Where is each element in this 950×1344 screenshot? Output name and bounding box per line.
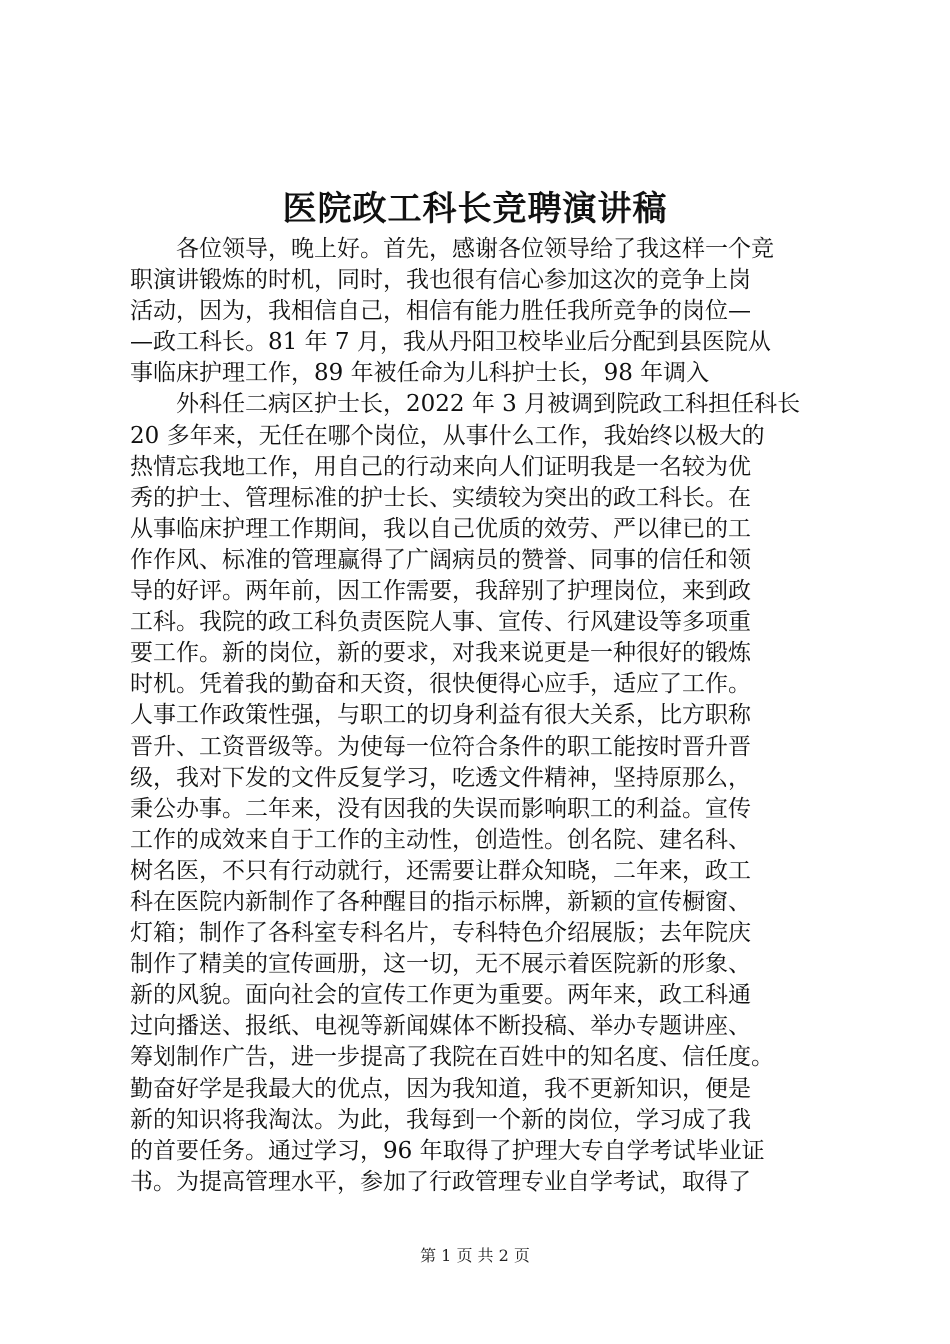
document-body	[130, 234, 830, 1198]
body-line: 灯箱；制作了各科室专科名片，专科特色介绍展版；去年院庆	[130, 920, 751, 947]
body-line: 过向播送、报纸、电视等新闻媒体不断投稿、举办专题讲座、	[130, 1013, 751, 1040]
document-title: 医院政工科长竞聘演讲稿	[282, 189, 668, 229]
body-line: 作作风、标准的管理赢得了广阔病员的赞誉、同事的信任和领	[130, 546, 751, 573]
body-line: 各位领导，晚上好。首先，感谢各位领导给了我这样一个竞	[176, 236, 774, 262]
body-line: 职演讲锻炼的时机，同时，我也很有信心参加这次的竞争上岗	[130, 267, 751, 294]
page-footer: 第 1 页 共 2 页	[420, 1246, 530, 1265]
body-line: 从事临床护理工作期间，我以自己优质的效劳、严以律已的工	[130, 515, 751, 542]
body-line: 树名医，不只有行动就行，还需要让群众知晓，二年来，政工	[130, 857, 751, 884]
body-line: 秀的护士、管理标准的护士长、实绩较为突出的政工科长。在	[130, 484, 751, 511]
body-line: 科在医院内新制作了各种醒目的指示标牌，新颖的宣传橱窗、	[130, 888, 751, 915]
body-line: 热情忘我地工作，用自己的行动来向人们证明我是一名较为优	[130, 453, 751, 480]
body-line: 外科任二病区护士长，2022 年 3 月被调到院政工科担任科长	[176, 391, 801, 418]
body-line: 级，我对下发的文件反复学习，吃透文件精神，坚持原那么，	[130, 764, 751, 791]
body-line: 时机。凭着我的勤奋和天资，很快便得心应手，适应了工作。	[130, 671, 751, 698]
body-line: 工科。我院的政工科负责医院人事、宣传、行风建设等多项重	[130, 609, 751, 636]
body-line: 工作的成效来自于工作的主动性，创造性。创名院、建名科、	[130, 826, 751, 853]
body-line: 制作了精美的宣传画册，这一切，无不展示着医院新的形象、	[130, 951, 751, 978]
body-line: 人事工作政策性强，与职工的切身利益有很大关系，比方职称	[130, 702, 751, 729]
body-line: 勤奋好学是我最大的优点，因为我知道，我不更新知识，便是	[130, 1075, 751, 1102]
body-line: 20 多年来，无任在哪个岗位，从事什么工作，我始终以极大的	[130, 422, 765, 449]
body-line: —政工科长。81 年 7 月，我从丹阳卫校毕业后分配到县医院从	[130, 329, 771, 356]
body-line: 筹划制作广告，进一步提高了我院在百姓中的知名度、信任度。	[130, 1044, 774, 1071]
body-line: 新的风貌。面向社会的宣传工作更为重要。两年来，政工科通	[130, 982, 751, 1009]
body-line: 秉公办事。二年来，没有因我的失误而影响职工的利益。宣传	[130, 795, 751, 822]
body-line: 活动，因为，我相信自己，相信有能力胜任我所竞争的岗位—	[130, 298, 751, 325]
body-line: 要工作。新的岗位，新的要求，对我来说更是一种很好的锻炼	[130, 640, 751, 667]
body-line: 晋升、工资晋级等。为使每一位符合条件的职工能按时晋升晋	[130, 733, 751, 760]
body-line: 事临床护理工作，89 年被任命为儿科护士长，98 年调入	[130, 360, 710, 387]
body-line: 导的好评。两年前，因工作需要，我辞别了护理岗位，来到政	[130, 578, 751, 605]
body-line: 新的知识将我淘汰。为此，我每到一个新的岗位，学习成了我	[130, 1106, 751, 1133]
body-line: 书。为提高管理水平，参加了行政管理专业自学考试，取得了	[130, 1168, 751, 1195]
body-line: 的首要任务。通过学习，96 年取得了护理大专自学考试毕业证	[130, 1137, 765, 1164]
